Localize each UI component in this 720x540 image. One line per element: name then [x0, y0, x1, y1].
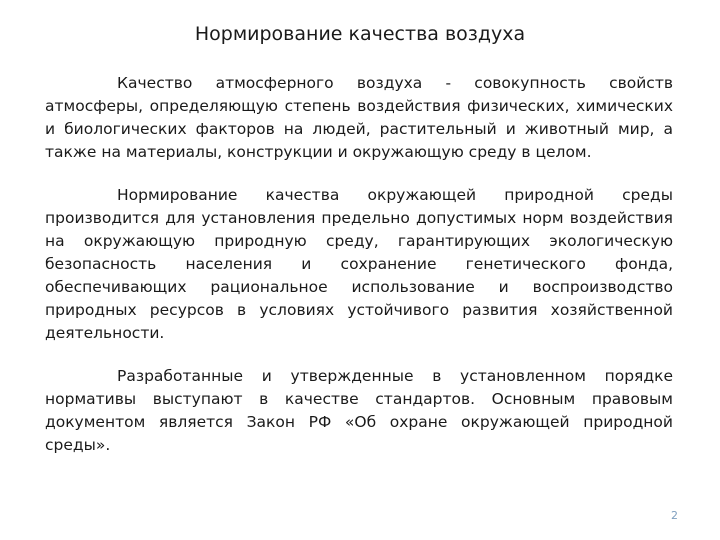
- paragraph-legal-basis: Разработанные и утвержденные в установленном порядке нормативы выступают в качестве стандартов. Основным правовым документом является Закон РФ «Об охране окружающей природной среды».: [45, 367, 673, 454]
- page-number: 2: [671, 509, 678, 522]
- paragraph-environmental-standards: Нормирование качества окружающей природной среды производится для установления предельно допустимых норм воздействия на окружающую природную среду, гарантирующих экологическую безопасность населения и сохранение генетического фонда, обеспечивающих рациональное использование и воспроизводство природных ресурсов в условиях устойчивого развития хозяйственной деятельности.: [45, 186, 673, 342]
- slide-body: [45, 72, 673, 457]
- slide-title: Нормирование качества воздуха: [194, 23, 526, 45]
- paragraph-air-quality-definition: Качество атмосферного воздуха - совокупность свойств атмосферы, определяющую степень воздействия физических, химических и биологических факторов на людей, растительный и животный мир, а также на материалы, конструкции и окружающую среду в целом.: [45, 74, 673, 161]
